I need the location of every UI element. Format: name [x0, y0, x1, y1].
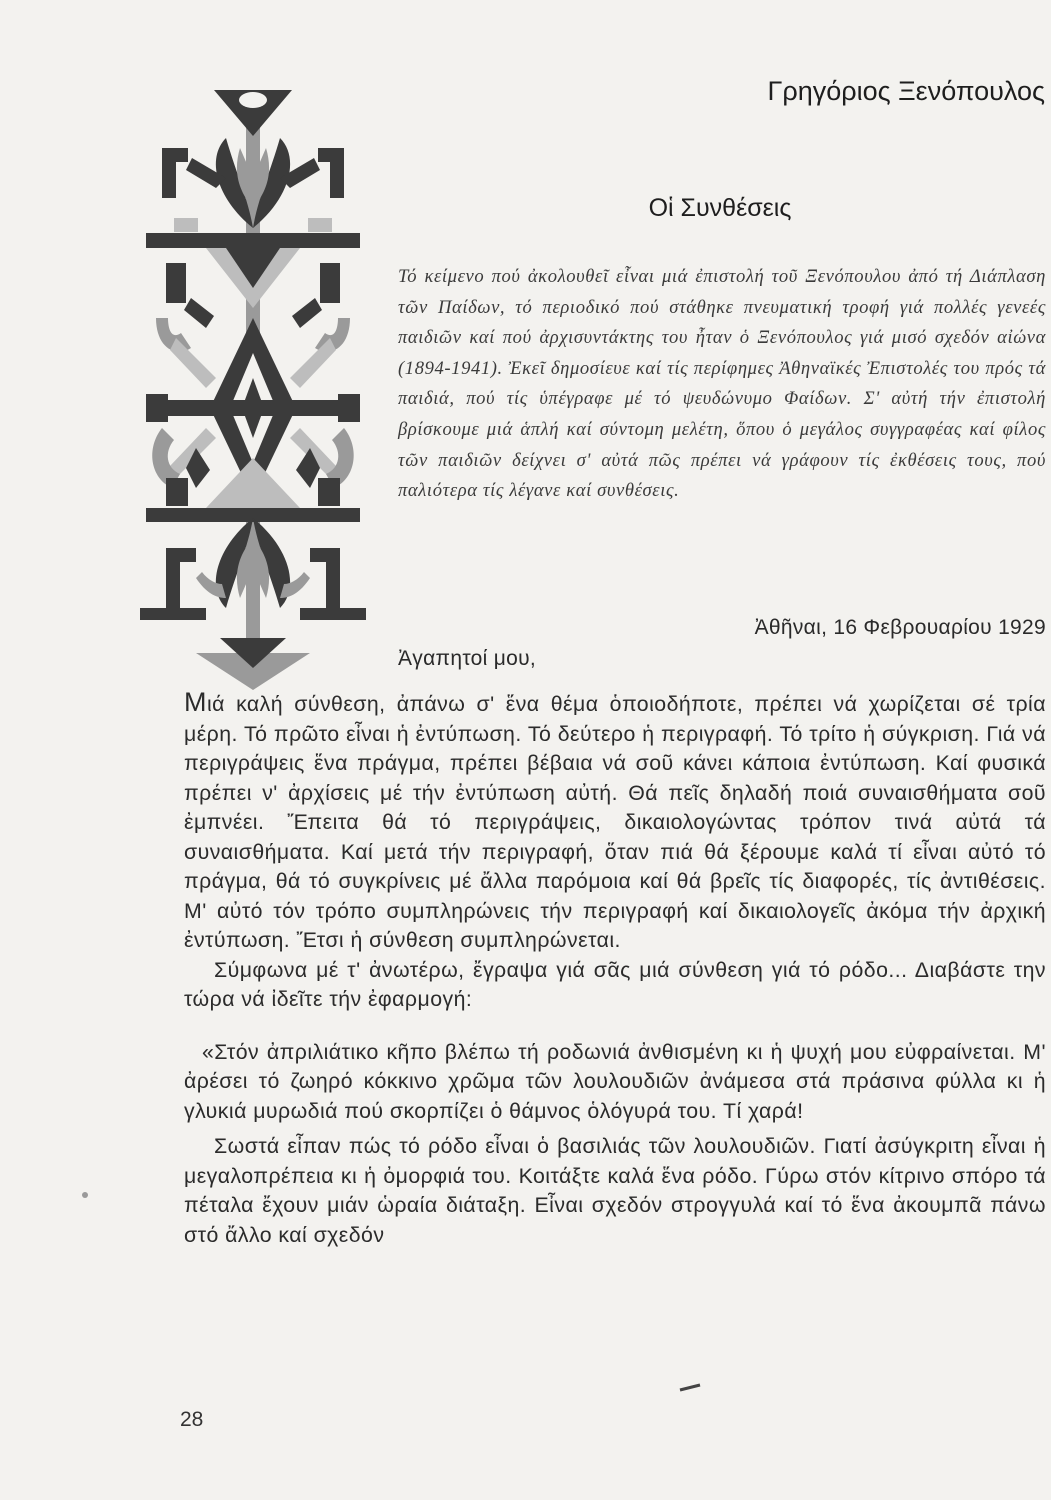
body-paragraph: Σύμφωνα μέ τ' ἀνωτέρω, ἔγραψα γιά σᾶς μιά σύνθεση γιά τό ρόδο... Διαβάστε την τώρα νά ἰδεῖτε τήν ἐφαρμογή:	[184, 957, 1046, 1011]
quoted-paragraph: «Στόν ἀπριλιάτικο κῆπο βλέπω τή ροδωνιά ἀνθισμένη κι ἡ ψυχή μου εὐφραίνεται. Μ' ἀρέσει τό ζωηρό κόκκινο χρῶμα τῶν λουλουδιῶν ἀνάμεσα στά πράσινα φύλλα κι ἡ γλυκιά μυρωδιά πού σκορπίζει ὁ θάμνος ὁλόγυρά του. Τί χαρά!	[184, 1039, 1046, 1123]
folk-ornament-illustration	[136, 78, 370, 698]
letter-salutation: Ἀγαπητοί μου,	[398, 647, 536, 670]
intro-paragraph: Τό κείμενο πού ἀκολουθεῖ εἶναι μιά ἐπιστολή τοῦ Ξενόπουλου ἀπό τή Διάπλαση τῶν Παίδων, τό περιοδικό πού στάθηκε πνευματική τροφή γιά πολλές γενεές παιδιῶν καί πού ἀρχισυντάκτης του ἦταν ὁ Ξενόπουλος γιά μισό σχεδόν αἰώνα (1894-1941). Ἐκεῖ δημοσίευε καί τίς περίφημες Ἀθηναϊκές Ἐπιστολές του πρός τά παιδιά, πού τίς ὑπέγραφε μέ τό ψευδώνυμο Φαίδων. Σ' αὐτή τήν ἐπιστολή βρίσκουμε μιά ἁπλή καί σύντομη μελέτη, ὅπου ὁ μεγάλος συγγραφέας καί φίλος τῶν παιδιῶν δείχνει σ' αὐτά πῶς πρέπει νά γράφουν τίς ἐκθέσεις τους, πού παλιότερα τίς λέγανε καί συνθέσεις.	[398, 266, 1046, 502]
letter-date: Ἀθῆναι, 16 Φεβρουαρίου 1929	[754, 616, 1046, 639]
body-paragraph: Μιά καλή σύνθεση, ἀπάνω σ' ἕνα θέμα ὁποιοδήποτε, πρέπει νά χωρίζεται σέ τρία μέρη. Τό πρῶτο εἶναι ἡ ἐντύπωση. Τό δεύτερο ἡ περιγραφή. Τό τρίτο ἡ σύγκριση. Γιά νά περιγράψεις ἕνα πράγμα, πρέπει βέβαια νά σοῦ κάνει κάποια ἐντύπωση. Καί φυσικά πρέπει ν' ἀρχίσεις μέ τήν ἐντύπωση αὐτή. Θά πεῖς δηλαδή ποιά συναισθήματα σοῦ ἐμπνέει. Ἔπειτα θά τό περιγράψεις, δικαιολογώντας τρόπον τινά αὐτά τά συναισθήματα. Καί μετά τήν περιγραφή, ὅταν πιά θά ξέρουμε καλά τί εἶναι αὐτό τό πράγμα, θά τό συγκρίνεις μέ ἄλλα παρόμοια καί θά βρεῖς τίς διαφορές, τίς ἀντιθέσεις. Μ' αὐτό τόν τρόπο συμπληρώνεις τήν περιγραφή καί δικαιολογεῖς ἀκόμα τήν ἀρχική ἐντύπωση. Ἔτσι ἡ σύνθεση συμπληρώνεται.	[184, 687, 1046, 952]
quoted-paragraph: Σωστά εἶπαν πώς τό ρόδο εἶναι ὁ βασιλιάς τῶν λουλουδιῶν. Γιατί ἀσύγκριτη εἶναι ἡ μεγαλοπρέπεια κι ἡ ὀμορφιά του. Κοιτάξτε καλά ἕνα ρόδο. Γύρω στόν κίτρινο σπόρο τά πέταλα ἔχουν μιάν ὡραία διάταξη. Εἶναι σχεδόν στρογγυλά καί τό ἕνα ἀκουμπᾶ πάνω στό ἄλλο καί σχεδόν	[184, 1134, 1046, 1247]
author-name: Γρηγόριος Ξενόπουλος	[767, 76, 1045, 106]
page-number: 28	[180, 1408, 204, 1431]
essay-title: Οἱ Συνθέσεις	[648, 194, 792, 222]
letter-body	[184, 688, 1046, 1250]
